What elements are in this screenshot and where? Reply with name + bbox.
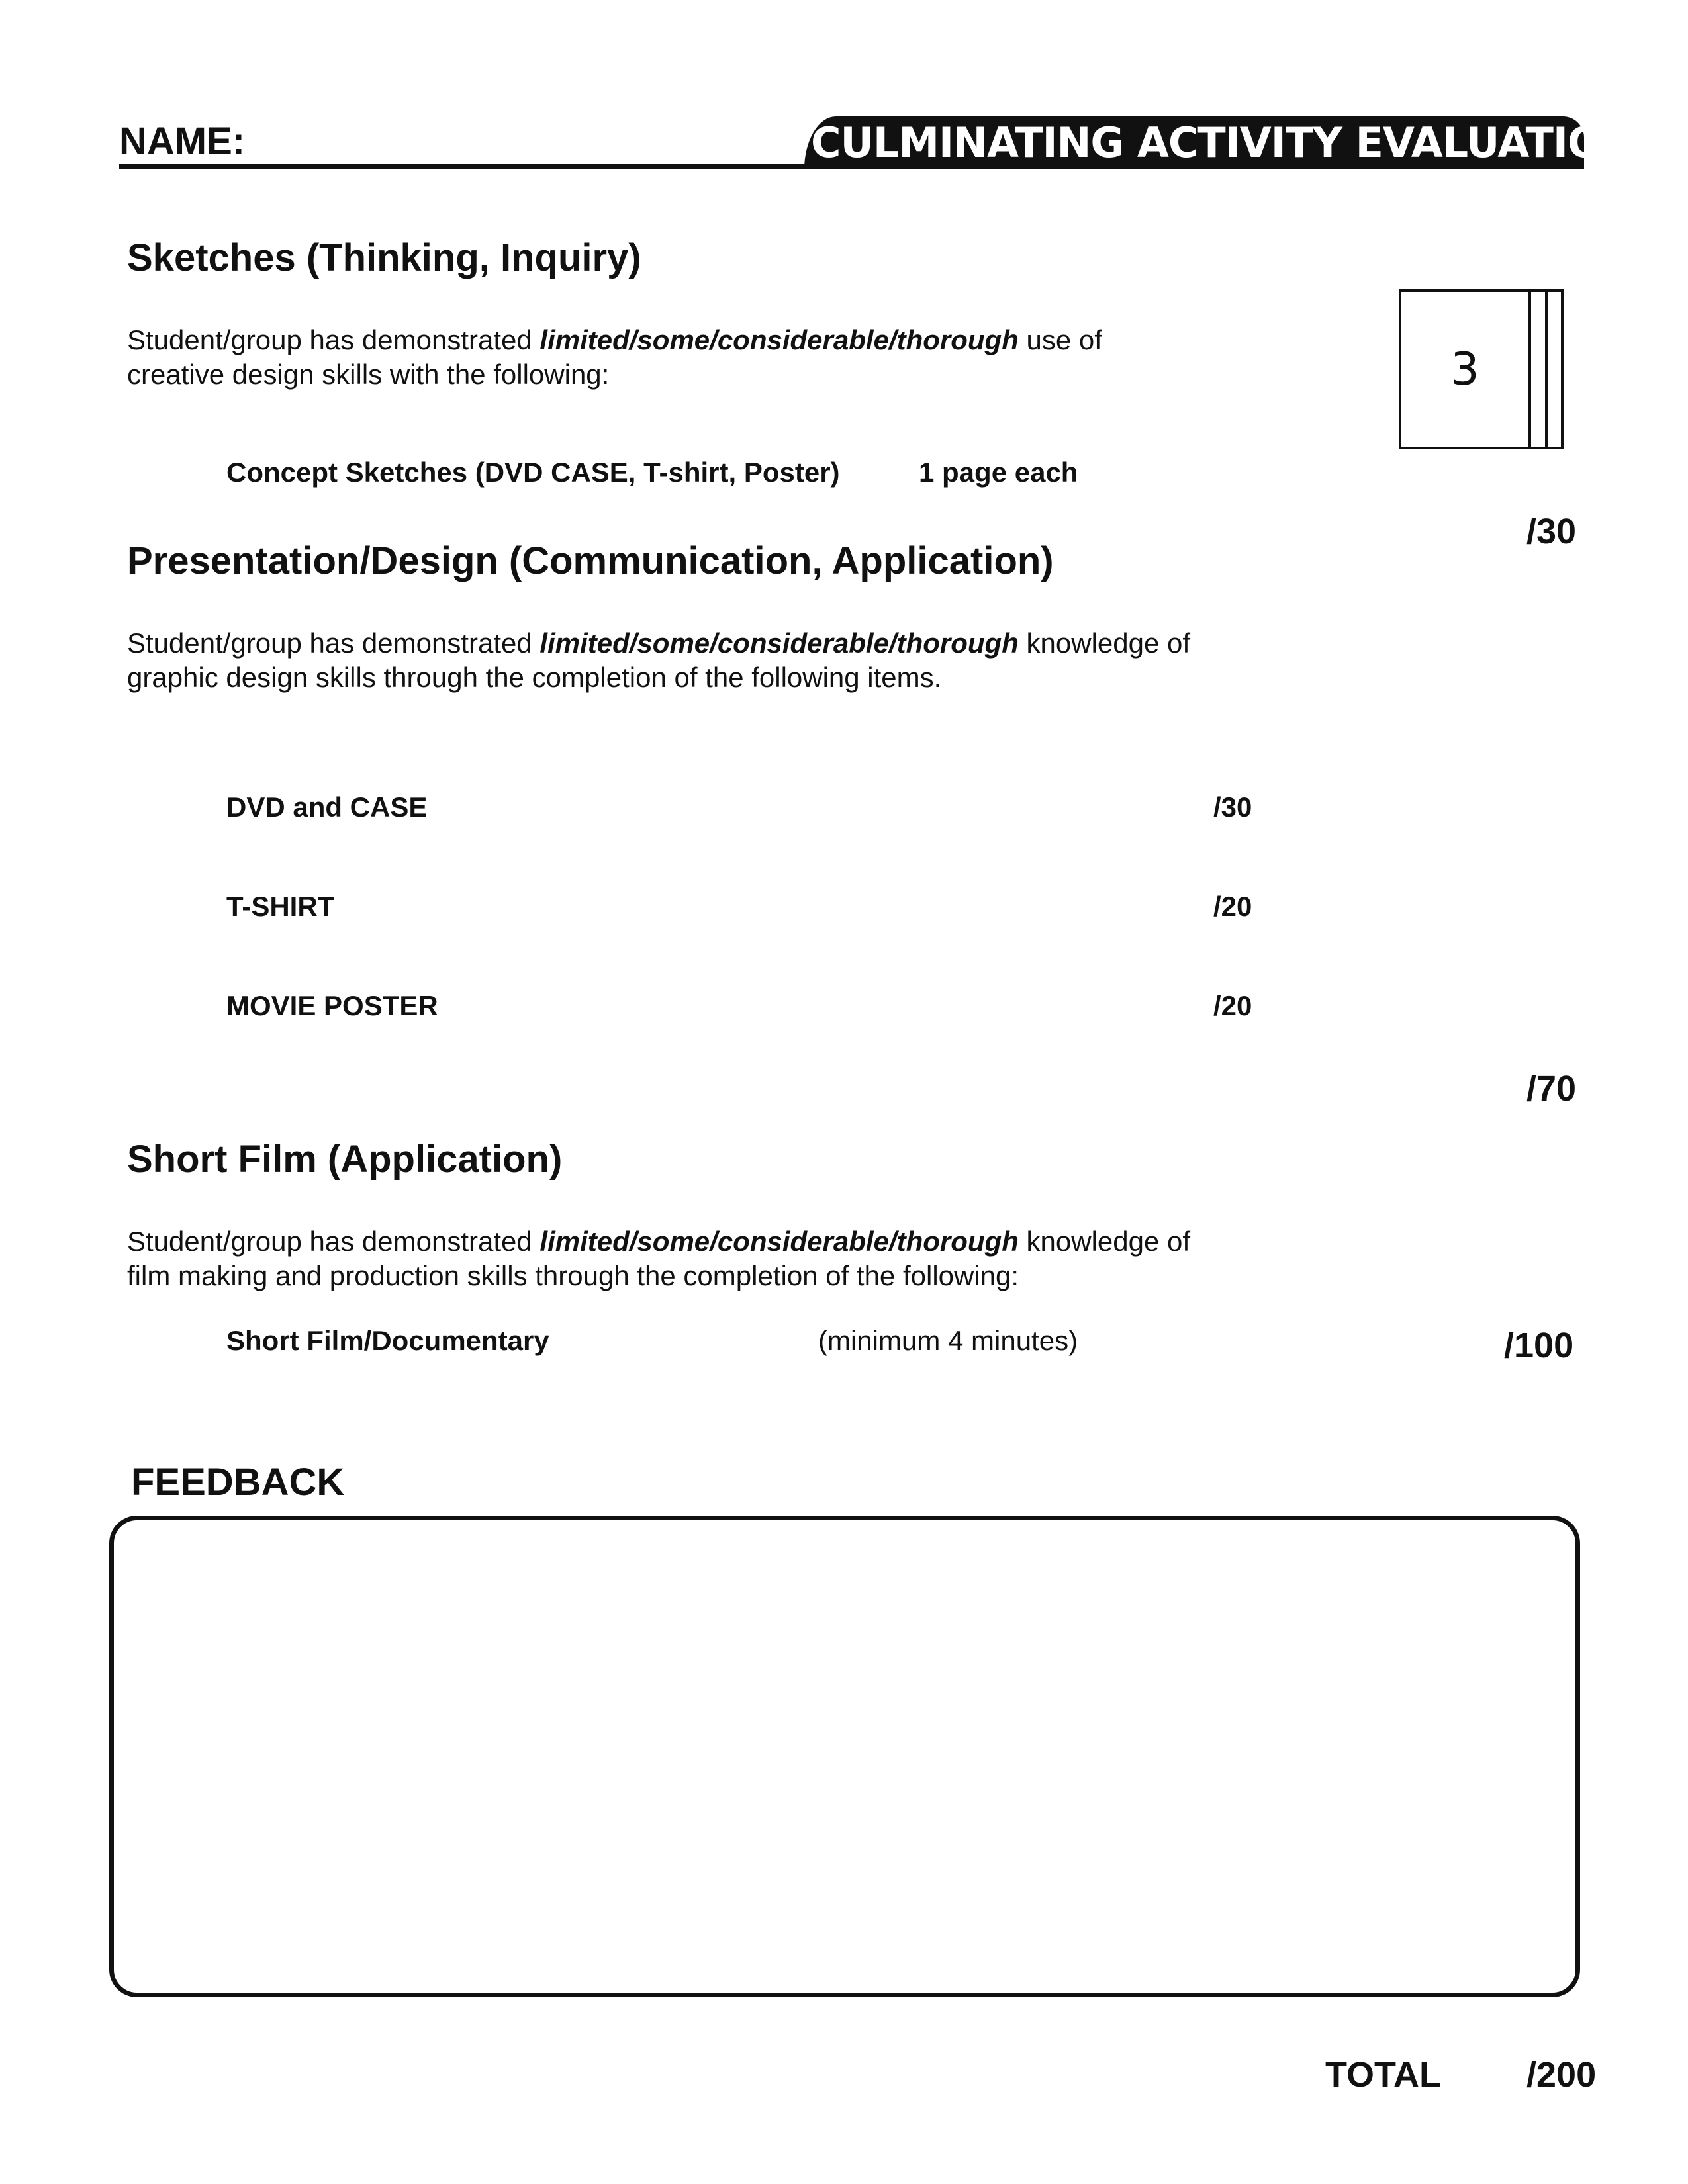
short-film-description-line1: Student/group has demonstrated limited/some/considerable/thorough knowledge of [127,1226,1191,1257]
short-film-scale: limited/some/considerable/thorough [539,1226,1019,1257]
presentation-title: Presentation/Design (Communication, Application) [127,539,1054,582]
dvd-case-score: /30 [1213,792,1252,823]
sketches-score-box[interactable] [1399,289,1531,449]
presentation-total: /70 [1526,1069,1577,1109]
movie-poster-score: /20 [1213,990,1252,1021]
total-value: /200 [1526,2055,1597,2095]
presentation-description-line1: Student/group has demonstrated limited/some/considerable/thorough knowledge of [127,627,1191,659]
presentation-description-line2: graphic design skills through the completion of the following items. [127,662,942,693]
short-film-label: Short Film/Documentary [226,1325,549,1356]
feedback-label: FEEDBACK [131,1461,345,1504]
presentation-scale: limited/some/considerable/thorough [539,627,1019,659]
sketches-title: Sketches (Thinking, Inquiry) [127,236,641,279]
short-film-title: Short Film (Application) [127,1138,563,1181]
t-shirt-label: T-SHIRT [226,891,335,922]
sketches-description-line1: Student/group has demonstrated limited/some/considerable/thorough use of [127,324,1102,355]
dvd-case-label: DVD and CASE [226,792,428,823]
sketches-description-line2: creative design skills with the following: [127,359,610,390]
sketches-score-value: 3 [1450,343,1479,396]
sketches-scale: limited/some/considerable/thorough [539,324,1019,355]
t-shirt-score: /20 [1213,891,1252,922]
concept-sketches-label: Concept Sketches (DVD CASE, T-shirt, Poster) [226,457,840,488]
short-film-note: (minimum 4 minutes) [818,1325,1078,1356]
movie-poster-label: MOVIE POSTER [226,990,438,1021]
short-film-description-line2: film making and production skills through the completion of the following: [127,1260,1019,1291]
feedback-box[interactable] [109,1516,1580,1997]
name-label: NAME: [119,120,246,163]
total-label: TOTAL [1325,2055,1441,2095]
banner-title: CULMINATING ACTIVITY EVALUATION [804,116,1584,169]
concept-sketches-note: 1 page each [919,457,1078,488]
sketches-total: /30 [1526,512,1577,551]
short-film-total: /100 [1504,1326,1574,1365]
